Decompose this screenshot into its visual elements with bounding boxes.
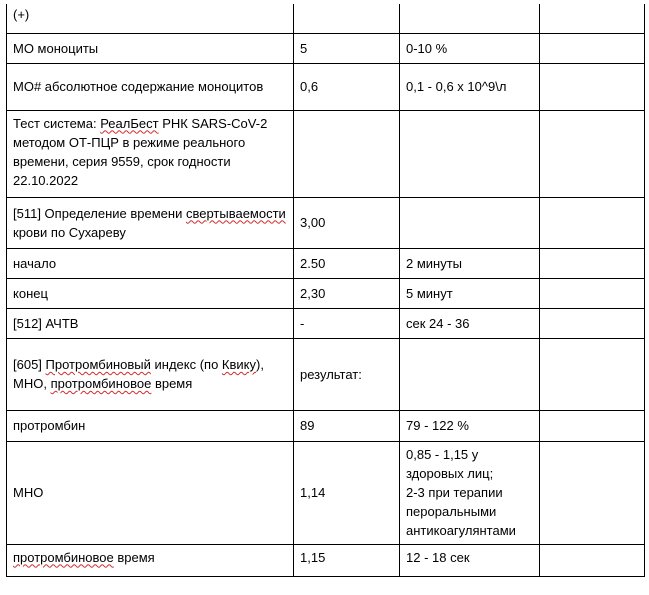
result-cell bbox=[294, 4, 400, 33]
reference-cell bbox=[400, 197, 540, 248]
result-cell: 5 bbox=[294, 33, 400, 63]
table-row bbox=[7, 441, 645, 544]
reference-cell: 12 - 18 сек bbox=[400, 544, 540, 576]
empty-cell bbox=[540, 278, 645, 308]
empty-cell bbox=[540, 4, 645, 33]
test-name-cell: протромбин bbox=[7, 410, 294, 441]
reference-cell: 2 минуты bbox=[400, 248, 540, 278]
result-cell: 1,15 bbox=[294, 544, 400, 576]
empty-cell bbox=[540, 338, 645, 410]
reference-cell: 0,85 - 1,15 у здоровых лиц; 2-3 при терапии пероральными антикоагулянтами bbox=[400, 441, 540, 544]
spellcheck-underlined-word: Квику bbox=[221, 357, 256, 372]
table-row bbox=[7, 110, 645, 197]
reference-cell: 79 - 122 % bbox=[400, 410, 540, 441]
empty-cell bbox=[540, 197, 645, 248]
result-cell: 89 bbox=[294, 410, 400, 441]
table-row bbox=[7, 338, 645, 410]
table-row bbox=[7, 308, 645, 338]
result-cell: 2,30 bbox=[294, 278, 400, 308]
result-cell bbox=[294, 110, 400, 197]
result-cell: 0,6 bbox=[294, 63, 400, 110]
empty-cell bbox=[540, 248, 645, 278]
table-row bbox=[7, 248, 645, 278]
reference-cell: 0-10 % bbox=[400, 33, 540, 63]
empty-cell bbox=[540, 33, 645, 63]
reference-cell bbox=[400, 4, 540, 33]
result-cell: результат: bbox=[294, 338, 400, 410]
spellcheck-underlined-word: свертываемости bbox=[185, 205, 286, 221]
empty-cell bbox=[540, 544, 645, 576]
lab-results-table bbox=[6, 4, 645, 577]
result-cell: 1,14 bbox=[294, 441, 400, 544]
table-row bbox=[7, 4, 645, 33]
table-row bbox=[7, 544, 645, 576]
test-name-cell: [605] Протромбиновый индекс (по Квику), МНО, протромбиновое время bbox=[7, 338, 294, 410]
result-cell: 2.50 bbox=[294, 248, 400, 278]
reference-cell bbox=[400, 338, 540, 410]
table-row bbox=[7, 197, 645, 248]
reference-cell: 0,1 - 0,6 х 10^9\л bbox=[400, 63, 540, 110]
test-name-cell: Тест система: РеалБест РНК SARS-CoV-2 методом ОТ-ПЦР в режиме реального времени, серия 9559, срок годности 22.10.2022 bbox=[7, 110, 294, 197]
test-name-cell: МНО bbox=[7, 441, 294, 544]
empty-cell bbox=[540, 441, 645, 544]
spellcheck-underlined-word: Протромбиновый bbox=[45, 357, 151, 372]
test-name-cell: (+) bbox=[7, 4, 294, 33]
empty-cell bbox=[540, 110, 645, 197]
empty-cell bbox=[540, 410, 645, 441]
test-name-cell: конец bbox=[7, 278, 294, 308]
test-name-cell: [512] АЧТВ bbox=[7, 308, 294, 338]
test-name-cell: начало bbox=[7, 248, 294, 278]
reference-cell: 5 минут bbox=[400, 278, 540, 308]
table-row bbox=[7, 63, 645, 110]
table-row bbox=[7, 33, 645, 63]
result-cell: 3,00 bbox=[294, 197, 400, 248]
test-name-cell: МО# абсолютное содержание моноцитов bbox=[7, 63, 294, 110]
spellcheck-underlined-word: протромбиновое bbox=[13, 549, 114, 565]
spellcheck-underlined-word: РеалБест bbox=[100, 115, 159, 131]
spellcheck-underlined-word: протромбиновое bbox=[50, 376, 152, 391]
reference-cell bbox=[400, 110, 540, 197]
empty-cell bbox=[540, 63, 645, 110]
reference-cell: сек 24 - 36 bbox=[400, 308, 540, 338]
test-name-cell: МО моноциты bbox=[7, 33, 294, 63]
test-name-cell: [511] Определение времени свертываемости крови по Сухареву bbox=[7, 197, 294, 248]
result-cell: - bbox=[294, 308, 400, 338]
table-row bbox=[7, 278, 645, 308]
test-name-cell: протромбиновое время bbox=[7, 544, 294, 576]
empty-cell bbox=[540, 308, 645, 338]
table-row bbox=[7, 410, 645, 441]
